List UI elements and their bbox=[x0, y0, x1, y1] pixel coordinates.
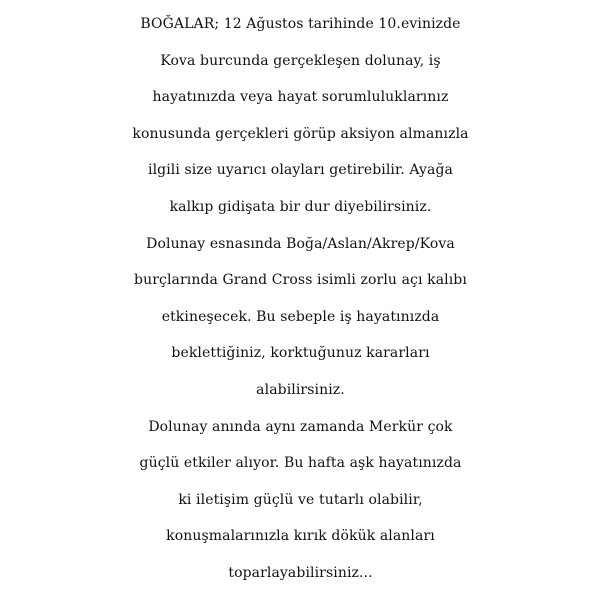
text-line: güçlü etkiler alıyor. Bu hafta aşk hayatınızda bbox=[139, 455, 462, 472]
text-line: BOĞALAR; 12 Ağustos tarihinde 10.evinizde bbox=[140, 16, 461, 32]
text-line: ilgili size uyarıcı olayları getirebilir. Ayağa bbox=[148, 162, 453, 179]
text-line: kalkıp gidişata bir dur diyebilirsiniz. bbox=[169, 198, 432, 215]
text-line: etkineşecek. Bu sebeple iş hayatınızda bbox=[161, 308, 440, 325]
text-line: ki iletişim güçlü ve tutarlı olabilir, bbox=[178, 491, 423, 508]
text-line: Kova burcunda gerçekleşen dolunay, iş bbox=[160, 52, 441, 69]
text-line: alabilirsiniz. bbox=[256, 381, 345, 398]
text-line: burçlarında Grand Cross isimli zorlu açı kalıbı bbox=[134, 272, 467, 289]
text-line: hayatınızda veya hayat sorumluluklarınız bbox=[152, 89, 449, 106]
text-line: konuşmalarınızla kırık dökük alanları bbox=[166, 528, 435, 545]
text-line: Dolunay esnasında Boğa/Aslan/Akrep/Kova bbox=[146, 235, 455, 252]
text-line: Dolunay anında aynı zamanda Merkür çok bbox=[148, 418, 453, 435]
text-line: beklettiğiniz, korktuğunuz kararları bbox=[171, 345, 430, 362]
horoscope-paragraph bbox=[0, 6, 601, 592]
text-line: toparlayabilirsiniz... bbox=[228, 564, 373, 581]
text-line: konusunda gerçekleri görüp aksiyon almanızla bbox=[132, 125, 469, 142]
